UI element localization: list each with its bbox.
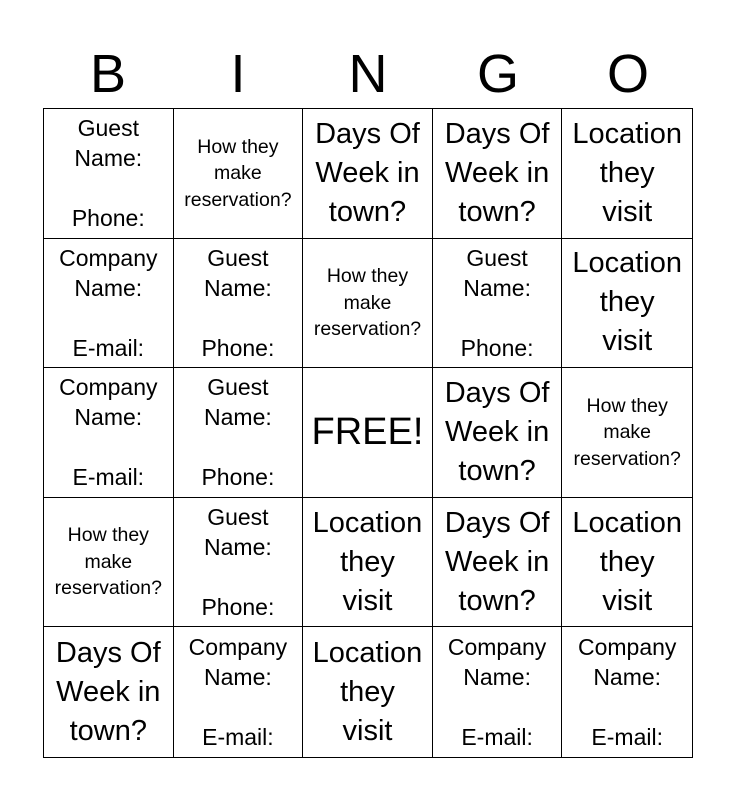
bingo-header <box>43 40 693 108</box>
header-letter-n: N <box>348 44 388 104</box>
bingo-cell[interactable]: Days Of Week in town? <box>303 109 433 239</box>
free-space-cell[interactable]: FREE! <box>303 368 433 498</box>
bingo-card <box>43 108 693 758</box>
bingo-cell[interactable]: Location they visit <box>303 627 433 757</box>
bingo-cell[interactable]: Location they visit <box>562 109 692 239</box>
bingo-cell[interactable]: Company Name: E-mail: <box>44 239 174 369</box>
header-letter-o: O <box>606 44 649 104</box>
bingo-cell[interactable]: Guest Name: Phone: <box>174 368 304 498</box>
header-letter-i: I <box>230 44 246 104</box>
bingo-cell[interactable]: Days Of Week in town? <box>433 109 563 239</box>
bingo-cell[interactable]: Days Of Week in town? <box>433 498 563 628</box>
bingo-cell[interactable]: Guest Name: Phone: <box>174 239 304 369</box>
bingo-cell[interactable]: Company Name: E-mail: <box>577 634 677 751</box>
header-letter-g: G <box>476 44 519 104</box>
bingo-cell[interactable]: Company Name: E-mail: <box>44 368 174 498</box>
bingo-cell[interactable]: Days Of Week in town? <box>44 627 174 757</box>
bingo-cell[interactable]: Guest Name: Phone: <box>433 239 563 369</box>
bingo-cell[interactable]: How they make reservation? <box>303 239 433 369</box>
bingo-cell[interactable]: Location they visit <box>562 239 692 369</box>
bingo-cell[interactable]: Company Name: E-mail: <box>433 627 563 757</box>
bingo-cell[interactable]: Days Of Week in town? <box>433 368 563 498</box>
bingo-cell[interactable]: How they make reservation? <box>174 109 304 239</box>
bingo-cell[interactable]: How they make reservation? <box>44 498 174 628</box>
bingo-cell[interactable]: Company Name: E-mail: <box>174 627 304 757</box>
bingo-cell[interactable]: Location they visit <box>562 498 692 628</box>
bingo-cell[interactable]: Guest Name: Phone: <box>174 498 304 628</box>
bingo-cell[interactable]: How they make reservation? <box>562 368 692 498</box>
header-letter-b: B <box>89 44 127 104</box>
bingo-cell[interactable]: Location they visit <box>303 498 433 628</box>
bingo-cell[interactable]: Guest Name: Phone: <box>44 109 174 239</box>
